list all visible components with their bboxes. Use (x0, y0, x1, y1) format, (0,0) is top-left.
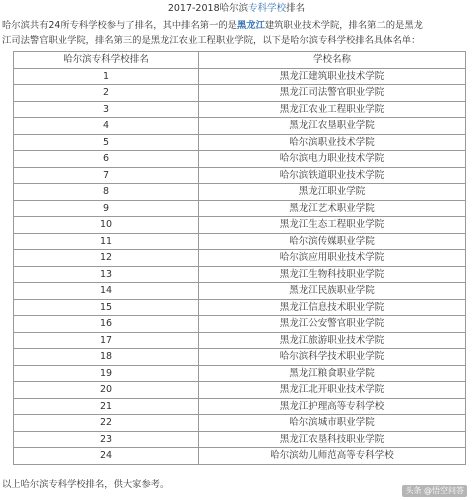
rank-cell: 5 (14, 134, 199, 151)
rank-cell: 22 (14, 415, 199, 432)
table-header-row (14, 52, 466, 69)
rank-cell: 13 (14, 266, 199, 283)
table-row (14, 184, 466, 201)
rank-cell: 24 (14, 448, 199, 465)
rank-cell: 10 (14, 217, 199, 234)
school-name-cell: 黑龙江农业工程职业学院 (199, 101, 466, 118)
table-row (14, 250, 466, 267)
intro-paragraph (2, 19, 472, 48)
table-row (14, 299, 466, 316)
rank-cell: 19 (14, 365, 199, 382)
school-name-cell: 黑龙江北开职业技术学院 (199, 382, 466, 399)
school-name-cell: 黑龙江粮食职业学院 (199, 365, 466, 382)
title-link-specialty-schools[interactable]: 专科学校 (248, 3, 287, 14)
table-row (14, 217, 466, 234)
school-name-cell: 黑龙江信息技术职业学院 (199, 299, 466, 316)
school-name-cell: 黑龙江农垦职业学院 (199, 118, 466, 135)
school-name-cell: 黑龙江生物科技职业学院 (199, 266, 466, 283)
rank-cell: 21 (14, 398, 199, 415)
header-school-name: 学校名称 (199, 52, 466, 69)
table-row (14, 398, 466, 415)
school-name-cell: 黑龙江建筑职业技术学院 (199, 68, 466, 85)
school-name-cell: 黑龙江旅游职业技术学院 (199, 332, 466, 349)
rank-cell: 23 (14, 431, 199, 448)
title-suffix: 排名 (286, 3, 306, 14)
rank-cell: 20 (14, 382, 199, 399)
table-row (14, 233, 466, 250)
table-row (14, 349, 466, 366)
school-name-cell: 黑龙江农垦科技职业学院 (199, 431, 466, 448)
rank-cell: 15 (14, 299, 199, 316)
school-name-cell: 哈尔滨科学技术职业学院 (199, 349, 466, 366)
rank-cell: 9 (14, 200, 199, 217)
rank-cell: 8 (14, 184, 199, 201)
school-name-cell: 哈尔滨职业技术学院 (199, 134, 466, 151)
table-row (14, 316, 466, 333)
rank-cell: 18 (14, 349, 199, 366)
rank-cell: 14 (14, 283, 199, 300)
school-name-cell: 黑龙江护理高等专科学校 (199, 398, 466, 415)
table-row (14, 431, 466, 448)
table-row (14, 151, 466, 168)
school-name-cell: 黑龙江职业学院 (199, 184, 466, 201)
table-row (14, 365, 466, 382)
school-name-cell: 哈尔滨铁道职业技术学院 (199, 167, 466, 184)
table-row (14, 134, 466, 151)
table-row (14, 266, 466, 283)
rank-cell: 3 (14, 101, 199, 118)
rank-cell: 7 (14, 167, 199, 184)
school-name-cell: 黑龙江艺术职业学院 (199, 200, 466, 217)
rank-cell: 6 (14, 151, 199, 168)
intro-line-2: 江司法警官职业学院，排名第三的是黑龙江农业工程职业学院，以下是哈尔滨专科学校排名具体名单： (2, 34, 421, 46)
rank-cell: 16 (14, 316, 199, 333)
table-body (14, 68, 466, 464)
table-row (14, 448, 466, 465)
school-name-cell: 黑龙江公安警官职业学院 (199, 316, 466, 333)
table-row (14, 200, 466, 217)
table-row (14, 85, 466, 102)
rank-cell: 17 (14, 332, 199, 349)
school-name-cell: 黑龙江司法警官职业学院 (199, 85, 466, 102)
intro-highlight-link[interactable]: 黑龙江 (236, 20, 265, 31)
school-name-cell: 哈尔滨传媒职业学院 (199, 233, 466, 250)
table-row (14, 101, 466, 118)
school-name-cell: 哈尔滨幼儿师范高等专科学校 (199, 448, 466, 465)
intro-line-1 (2, 19, 472, 34)
rank-cell: 11 (14, 233, 199, 250)
school-name-cell: 哈尔滨电力职业技术学院 (199, 151, 466, 168)
intro-line-1-end: 建筑职业技术学院，排名第二的是黑龙 (264, 20, 423, 31)
table-row (14, 332, 466, 349)
rank-cell: 12 (14, 250, 199, 267)
footer-note: 以上哈尔滨专科学校排名，供大家参考。 (2, 479, 170, 490)
table-row (14, 118, 466, 135)
table-row (14, 415, 466, 432)
school-name-cell: 哈尔滨应用职业技术学院 (199, 250, 466, 267)
table-row (14, 167, 466, 184)
rank-cell: 2 (14, 85, 199, 102)
table-row (14, 283, 466, 300)
school-name-cell: 黑龙江生态工程职业学院 (199, 217, 466, 234)
rank-cell: 4 (14, 118, 199, 135)
header-rank: 哈尔滨专科学校排名 (14, 52, 199, 69)
school-name-cell: 哈尔滨城市职业学院 (199, 415, 466, 432)
watermark-logo: 头条 @悟空问答 (402, 485, 467, 497)
page-title (0, 3, 473, 15)
rank-cell: 1 (14, 68, 199, 85)
title-year: 2017-2018哈尔滨 (167, 3, 249, 14)
table-row (14, 68, 466, 85)
intro-line-1-start: 哈尔滨共有24所专科学校参与了排名，其中排名第一的是 (2, 20, 237, 31)
school-name-cell: 黑龙江民族职业学院 (199, 283, 466, 300)
table-row (14, 382, 466, 399)
ranking-table (13, 51, 466, 465)
